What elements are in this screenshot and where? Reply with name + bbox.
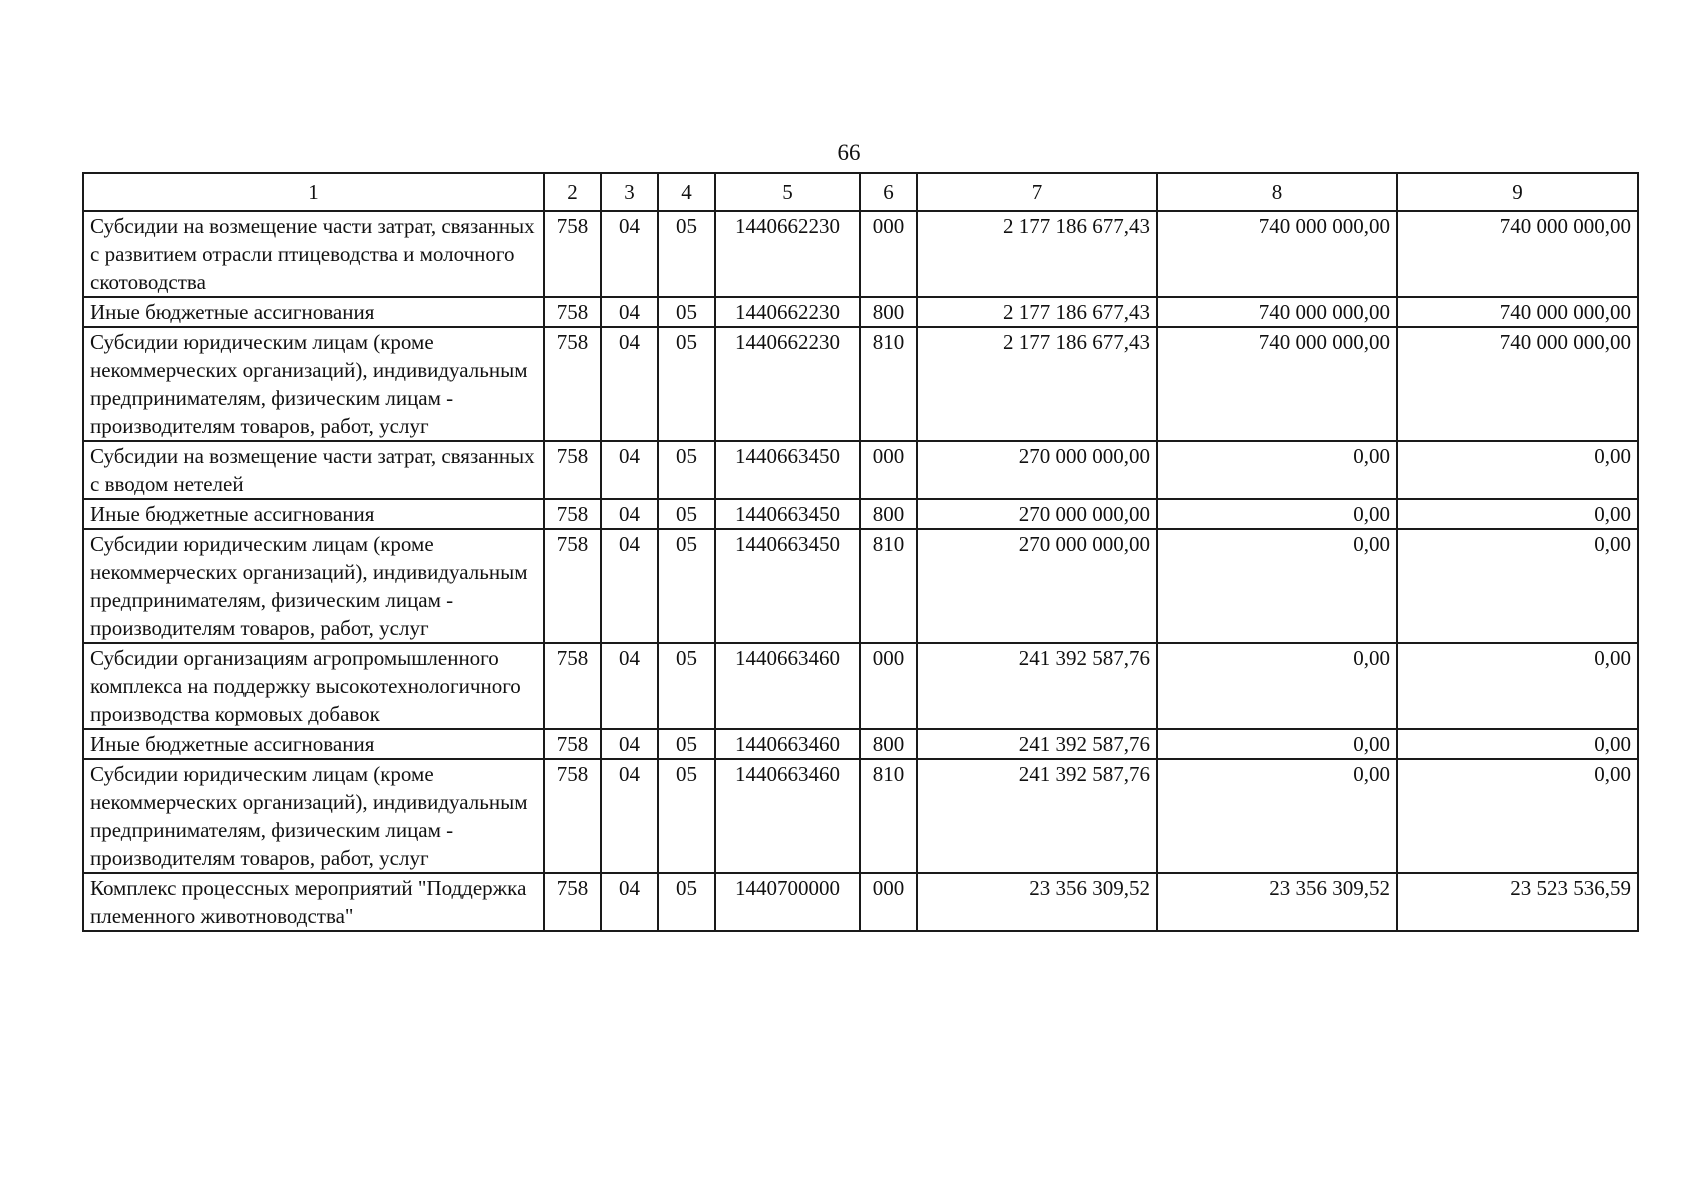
row-amount-8: 0,00 xyxy=(1157,499,1397,529)
row-col-2: 758 xyxy=(544,297,601,327)
row-name: Иные бюджетные ассигнования xyxy=(83,729,544,759)
row-amount-9: 740 000 000,00 xyxy=(1397,211,1638,297)
row-col-6: 800 xyxy=(860,297,917,327)
row-col-2: 758 xyxy=(544,873,601,931)
row-name: Субсидии юридическим лицам (кроме некоммерческих организаций), индивидуальным предпринимателям, физическим лицам - производителям товаров, работ, услуг xyxy=(83,529,544,643)
row-col-2: 758 xyxy=(544,529,601,643)
row-amount-8: 0,00 xyxy=(1157,729,1397,759)
row-col-3: 04 xyxy=(601,211,658,297)
row-col-3: 04 xyxy=(601,643,658,729)
table-row xyxy=(83,759,1638,873)
row-col-6: 000 xyxy=(860,873,917,931)
header-col-5: 5 xyxy=(715,173,860,211)
row-amount-9: 0,00 xyxy=(1397,499,1638,529)
table-row xyxy=(83,441,1638,499)
row-amount-9: 740 000 000,00 xyxy=(1397,327,1638,441)
row-amount-7: 241 392 587,76 xyxy=(917,643,1157,729)
row-amount-7: 241 392 587,76 xyxy=(917,759,1157,873)
header-col-1: 1 xyxy=(83,173,544,211)
row-name: Субсидии на возмещение части затрат, связанных с развитием отрасли птицеводства и молочного скотоводства xyxy=(83,211,544,297)
row-col-2: 758 xyxy=(544,441,601,499)
row-col-3: 04 xyxy=(601,759,658,873)
row-amount-9: 0,00 xyxy=(1397,441,1638,499)
header-col-7: 7 xyxy=(917,173,1157,211)
row-amount-7: 270 000 000,00 xyxy=(917,529,1157,643)
row-amount-9: 0,00 xyxy=(1397,529,1638,643)
table-row xyxy=(83,729,1638,759)
row-amount-8: 0,00 xyxy=(1157,441,1397,499)
header-col-2: 2 xyxy=(544,173,601,211)
row-col-5: 1440663450 xyxy=(715,441,860,499)
row-col-2: 758 xyxy=(544,729,601,759)
header-row xyxy=(83,173,1638,211)
row-col-4: 05 xyxy=(658,499,715,529)
row-col-4: 05 xyxy=(658,327,715,441)
header-col-9: 9 xyxy=(1397,173,1638,211)
row-col-2: 758 xyxy=(544,499,601,529)
row-col-5: 1440662230 xyxy=(715,211,860,297)
table-header xyxy=(83,173,1638,211)
row-col-5: 1440663450 xyxy=(715,529,860,643)
row-col-4: 05 xyxy=(658,729,715,759)
row-amount-8: 740 000 000,00 xyxy=(1157,211,1397,297)
row-col-3: 04 xyxy=(601,729,658,759)
table-body xyxy=(83,211,1638,931)
row-col-5: 1440700000 xyxy=(715,873,860,931)
row-col-5: 1440662230 xyxy=(715,297,860,327)
row-amount-9: 0,00 xyxy=(1397,759,1638,873)
row-amount-8: 0,00 xyxy=(1157,529,1397,643)
row-col-3: 04 xyxy=(601,499,658,529)
row-col-6: 810 xyxy=(860,327,917,441)
row-amount-7: 2 177 186 677,43 xyxy=(917,211,1157,297)
row-col-3: 04 xyxy=(601,441,658,499)
row-name: Субсидии юридическим лицам (кроме некоммерческих организаций), индивидуальным предпринимателям, физическим лицам - производителям товаров, работ, услуг xyxy=(83,759,544,873)
row-col-2: 758 xyxy=(544,327,601,441)
row-col-6: 000 xyxy=(860,441,917,499)
header-col-4: 4 xyxy=(658,173,715,211)
row-col-4: 05 xyxy=(658,643,715,729)
row-amount-8: 0,00 xyxy=(1157,759,1397,873)
row-amount-8: 740 000 000,00 xyxy=(1157,297,1397,327)
row-col-5: 1440663460 xyxy=(715,643,860,729)
row-amount-7: 241 392 587,76 xyxy=(917,729,1157,759)
row-col-4: 05 xyxy=(658,529,715,643)
row-name: Субсидии организациям агропромышленного комплекса на поддержку высокотехнологичного производства кормовых добавок xyxy=(83,643,544,729)
header-col-6: 6 xyxy=(860,173,917,211)
row-col-5: 1440662230 xyxy=(715,327,860,441)
row-col-6: 810 xyxy=(860,759,917,873)
table-row xyxy=(83,297,1638,327)
row-amount-7: 270 000 000,00 xyxy=(917,441,1157,499)
row-col-6: 000 xyxy=(860,211,917,297)
row-amount-7: 270 000 000,00 xyxy=(917,499,1157,529)
row-col-4: 05 xyxy=(658,759,715,873)
row-name: Иные бюджетные ассигнования xyxy=(83,499,544,529)
row-amount-7: 2 177 186 677,43 xyxy=(917,297,1157,327)
table-row xyxy=(83,499,1638,529)
row-name: Субсидии на возмещение части затрат, связанных с вводом нетелей xyxy=(83,441,544,499)
row-col-3: 04 xyxy=(601,297,658,327)
row-amount-8: 23 356 309,52 xyxy=(1157,873,1397,931)
row-col-4: 05 xyxy=(658,873,715,931)
row-col-3: 04 xyxy=(601,327,658,441)
row-amount-9: 0,00 xyxy=(1397,643,1638,729)
row-amount-9: 23 523 536,59 xyxy=(1397,873,1638,931)
table-row xyxy=(83,211,1638,297)
row-name: Комплекс процессных мероприятий "Поддержка племенного животноводства" xyxy=(83,873,544,931)
row-name: Субсидии юридическим лицам (кроме некоммерческих организаций), индивидуальным предпринимателям, физическим лицам - производителям товаров, работ, услуг xyxy=(83,327,544,441)
row-col-6: 810 xyxy=(860,529,917,643)
table-row xyxy=(83,327,1638,441)
row-col-3: 04 xyxy=(601,873,658,931)
row-col-4: 05 xyxy=(658,211,715,297)
header-col-3: 3 xyxy=(601,173,658,211)
table-row xyxy=(83,873,1638,931)
row-col-2: 758 xyxy=(544,759,601,873)
row-amount-7: 23 356 309,52 xyxy=(917,873,1157,931)
budget-table xyxy=(82,172,1639,932)
row-col-6: 800 xyxy=(860,729,917,759)
row-amount-8: 0,00 xyxy=(1157,643,1397,729)
row-col-4: 05 xyxy=(658,297,715,327)
row-col-5: 1440663460 xyxy=(715,729,860,759)
row-amount-9: 0,00 xyxy=(1397,729,1638,759)
row-col-2: 758 xyxy=(544,643,601,729)
row-col-6: 000 xyxy=(860,643,917,729)
table-row xyxy=(83,529,1638,643)
header-col-8: 8 xyxy=(1157,173,1397,211)
row-col-5: 1440663450 xyxy=(715,499,860,529)
page-number: 66 xyxy=(837,140,861,165)
row-col-5: 1440663460 xyxy=(715,759,860,873)
row-col-2: 758 xyxy=(544,211,601,297)
row-col-3: 04 xyxy=(601,529,658,643)
row-amount-9: 740 000 000,00 xyxy=(1397,297,1638,327)
row-amount-7: 2 177 186 677,43 xyxy=(917,327,1157,441)
row-amount-8: 740 000 000,00 xyxy=(1157,327,1397,441)
table-row xyxy=(83,643,1638,729)
row-name: Иные бюджетные ассигнования xyxy=(83,297,544,327)
row-col-4: 05 xyxy=(658,441,715,499)
row-col-6: 800 xyxy=(860,499,917,529)
